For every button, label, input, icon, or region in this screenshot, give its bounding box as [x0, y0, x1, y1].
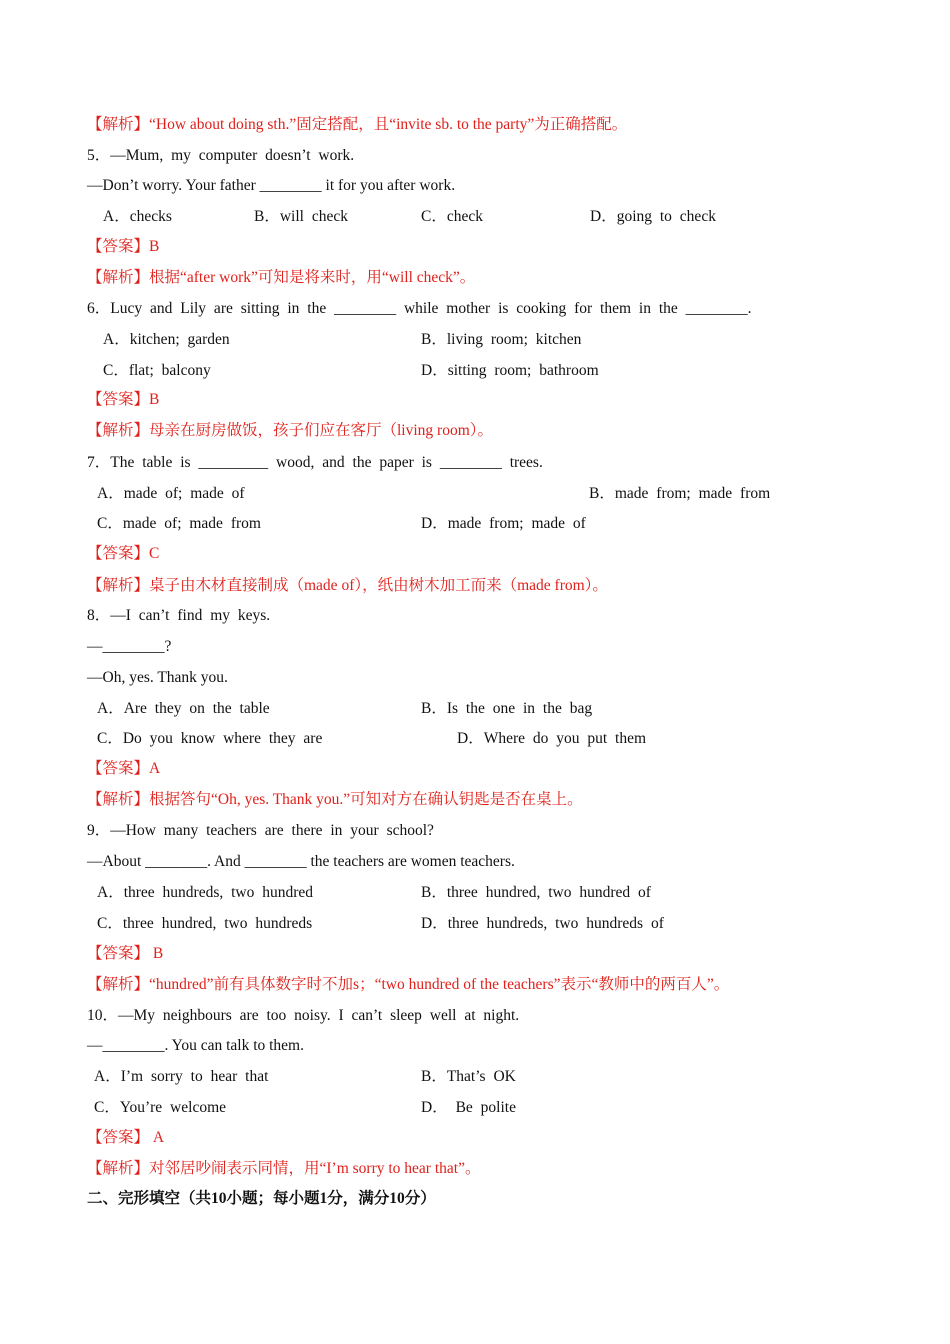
analysis-q7: 【解析】桌子由木材直接制成（made of），纸由树木加工而来（made from）。	[87, 577, 608, 594]
question-8-blank: —________?	[87, 638, 172, 655]
q6-option-c: C．flat; balcony	[103, 362, 211, 379]
question-9-reply: —About ________. And ________ the teachers are women teachers.	[87, 853, 515, 870]
q6-option-b: B．living room; kitchen	[421, 331, 582, 348]
q8-option-d: D．Where do you put them	[457, 730, 647, 747]
q10-option-b: B．That’s OK	[421, 1068, 516, 1085]
q9-option-b: B．three hundred, two hundred of	[421, 884, 651, 901]
question-6-stem: 6．Lucy and Lily are sitting in the ________ while mother is cooking for them in the ________.	[87, 300, 752, 317]
q5-option-c: C．check	[421, 208, 483, 225]
question-5-stem: 5．—Mum, my computer doesn’t work.	[87, 147, 355, 164]
q10-option-d: D． Be polite	[421, 1099, 516, 1116]
q5-option-b: B．will check	[254, 208, 348, 225]
q7-option-a: A．made of; made of	[97, 485, 245, 502]
analysis-q6: 【解析】母亲在厨房做饭，孩子们应在客厅（living room）。	[87, 422, 494, 439]
q6-option-d: D．sitting room; bathroom	[421, 362, 599, 379]
q9-option-c: C．three hundred, two hundreds	[97, 915, 313, 932]
question-5-reply: —Don’t worry. Your father ________ it for you after work.	[87, 177, 456, 194]
q9-option-d: D．three hundreds, two hundreds of	[421, 915, 664, 932]
answer-q7: 【答案】C	[87, 545, 160, 562]
q10-option-c: C．You’re welcome	[94, 1099, 227, 1116]
q5-option-d: D．going to check	[590, 208, 716, 225]
q9-option-a: A．three hundreds, two hundred	[97, 884, 314, 901]
q8-option-a: A．Are they on the table	[97, 700, 270, 717]
question-10-stem: 10．—My neighbours are too noisy. I can’t sleep well at night.	[87, 1007, 520, 1024]
answer-q6: 【答案】B	[87, 391, 160, 408]
question-7-stem: 7．The table is _________ wood, and the paper is ________ trees.	[87, 454, 543, 471]
analysis-q4: 【解析】“How about doing sth.”固定搭配，且“invite sb. to the party”为正确搭配。	[87, 116, 628, 133]
question-9-stem: 9．—How many teachers are there in your school?	[87, 822, 434, 839]
q6-option-a: A．kitchen; garden	[103, 331, 230, 348]
q7-option-b: B．made from; made from	[589, 485, 771, 502]
answer-q5: 【答案】B	[87, 238, 160, 255]
answer-q9: 【答案】 B	[87, 945, 164, 962]
analysis-q5: 【解析】根据“after work”可知是将来时，用“will check”。	[87, 269, 476, 286]
analysis-q9: 【解析】“hundred”前有具体数字时不加s；“two hundred of the teachers”表示“教师中的两百人”。	[87, 976, 730, 993]
answer-q8: 【答案】A	[87, 760, 161, 777]
q8-option-c: C．Do you know where they are	[97, 730, 323, 747]
question-10-reply: —________. You can talk to them.	[87, 1037, 304, 1054]
answer-q10: 【答案】 A	[87, 1129, 165, 1146]
section-heading-cloze: 二、完形填空（共10小题；每小题1分，满分10分）	[87, 1190, 436, 1207]
q7-option-d: D．made from; made of	[421, 515, 586, 532]
analysis-q10: 【解析】对邻居吵闹表示同情，用“I’m sorry to hear that”。	[87, 1160, 481, 1177]
q7-option-c: C．made of; made from	[97, 515, 261, 532]
q5-option-a: A．checks	[103, 208, 172, 225]
analysis-q8: 【解析】根据答句“Oh, yes. Thank you.”可知对方在确认钥匙是否在桌上。	[87, 791, 583, 808]
question-8-reply: —Oh, yes. Thank you.	[87, 669, 228, 686]
q8-option-b: B．Is the one in the bag	[421, 700, 593, 717]
q10-option-a: A．I’m sorry to hear that	[94, 1068, 269, 1085]
question-8-stem: 8．—I can’t find my keys.	[87, 607, 271, 624]
